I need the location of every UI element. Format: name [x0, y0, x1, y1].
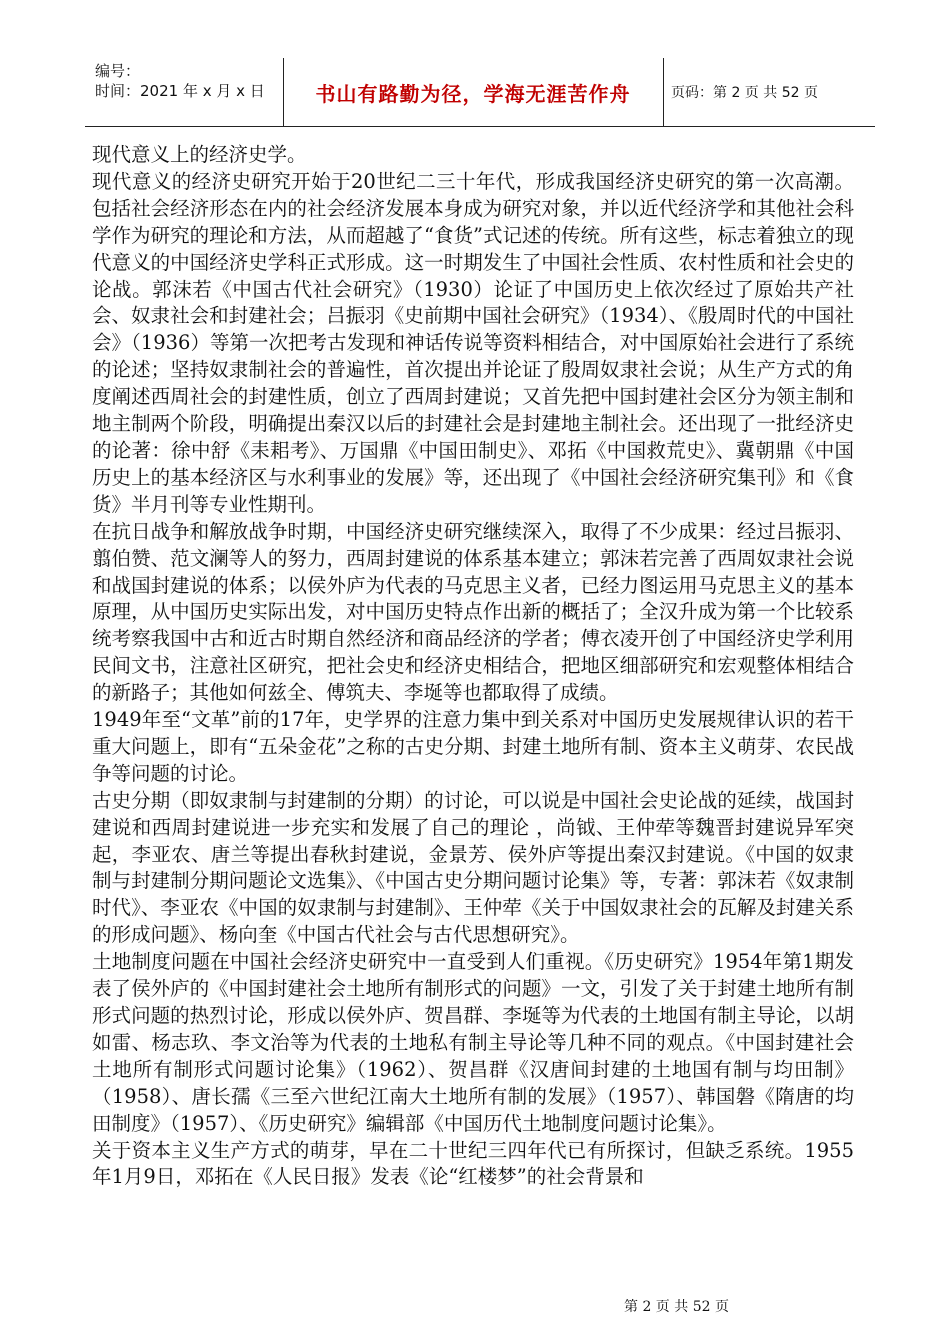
header-meta-cell: [85, 58, 284, 126]
paragraph: 关于资本主义生产方式的萌芽，早在二十世纪三四年代已有所探讨，但缺乏系统。1955年1月9日，邓拓在《人民日报》发表《论“红楼梦”的社会背景和: [92, 1138, 854, 1189]
date-label: 时间：2021 年 x 月 x 日: [95, 82, 265, 100]
paragraph: 现代意义的经济史研究开始于20世纪二三十年代，形成我国经济史研究的第一次高潮。包括社会经济形态在内的社会经济发展本身成为研究对象，并以近代经济学和其他社会科学作为研究的理论和方法，从而超越了“食货”式记述的传统。所有这些，标志着独立的现代意义的中国经济史学科正式形成。这一时期发生了中国社会性质、农村性质和社会史的论战。郭沫若《中国古代社会研究》（1930）论证了中国历史上依次经过了原始共产社会、奴隶社会和封建社会；吕振羽《史前期中国社会研究》（1934）、《殷周时代的中国社会》（1936）等第一次把考古发现和神话传说等资料相结合，对中国原始社会进行了系统的论述；坚持奴隶制社会的普遍性，首次提出并论证了殷周奴隶社会说；从生产方式的角度阐述西周社会的封建性质，创立了西周封建说；又首先把中国封建社会区分为领主制和地主制两个阶段，明确提出秦汉以后的封建社会是封建地主制社会。还出现了一批经济史的论著：徐中舒《耒耜考》、万国鼎《中国田制史》、邓拓《中国救荒史》、冀朝鼎《中国历史上的基本经济区与水利事业的发展》等，还出现了《中国社会经济研究集刊》和《食货》半月刊等专业性期刊。: [92, 169, 854, 516]
serial-number-label: 编号：: [95, 62, 141, 80]
document-body: [92, 142, 854, 1191]
header-page-info: 页码：第 2 页 共 52 页: [671, 85, 818, 101]
paragraph: 古史分期（即奴隶制与封建制的分期）的讨论，可以说是中国社会史论战的延续，战国封建说和西周封建说进一步充实和发展了自己的理论 ，尚钺、王仲荦等魏晋封建说异军突起，李亚农、唐兰等提出春秋封建说，金景芳、侯外庐等提出秦汉封建说。《中国的奴隶制与封建制分期问题论文选集》、《中国古史分期问题讨论集》等，专著：郭沫若《奴隶制时代》、李亚农《中国的奴隶制与封建制》、王仲荦《关于中国奴隶社会的瓦解及封建关系的形成问题》、杨向奎《中国古代社会与古代思想研究》。: [92, 788, 854, 947]
paragraph: 在抗日战争和解放战争时期，中国经济史研究继续深入，取得了不少成果：经过吕振羽、翦伯赞、范文澜等人的努力，西周封建说的体系基本建立；郭沫若完善了西周奴隶社会说和战国封建说的体系；以侯外庐为代表的马克思主义者，已经力图运用马克思主义的基本原理，从中国历史实际出发，对中国历史特点作出新的概括了；全汉升成为第一个比较系统考察我国中古和近古时期自然经济和商品经济的学者；傅衣凌开创了中国经济史学利用民间文书，注意社区研究，把社会史和经济史相结合，把地区细部研究和宏观整体相结合的新路子；其他如何兹全、傅筑夫、李埏等也都取得了成绩。: [92, 519, 854, 705]
header-motto-cell: [283, 58, 664, 126]
paragraph: 1949年至“文革”前的17年，史学界的注意力集中到关系对中国历史发展规律认识的若干重大问题上，即有“五朵金花”之称的古史分期、封建土地所有制、资本主义萌芽、农民战争等问题的讨论。: [92, 708, 854, 785]
header-page-cell: [663, 58, 875, 126]
page-footer: 第 2 页 共 52 页: [624, 1299, 729, 1315]
paragraph: 土地制度问题在中国社会经济史研究中一直受到人们重视。《历史研究》1954年第1期发表了侯外庐的《中国封建社会土地所有制形式的问题》一文，引发了关于封建土地所有制形式问题的热烈讨论，形成以侯外庐、贺昌群、李埏等为代表的土地国有制主导论，以胡如雷、杨志玖、李文治等为代表的土地私有制主导论等几种不同的观点。《中国封建社会土地所有制形式问题讨论集》（1962）、贺昌群《汉唐间封建的土地国有制与均田制》（1958）、唐长孺《三至六世纪江南大土地所有制的发展》（1957）、韩国磐《隋唐的均田制度》（1957）、《历史研究》编辑部《中国历代土地制度问题讨论集》。: [92, 950, 854, 1135]
header-motto: 书山有路勤为径，学海无涯苦作舟: [315, 81, 631, 106]
page-header: [85, 58, 875, 127]
paragraph: 现代意义上的经济史学。: [92, 143, 307, 166]
